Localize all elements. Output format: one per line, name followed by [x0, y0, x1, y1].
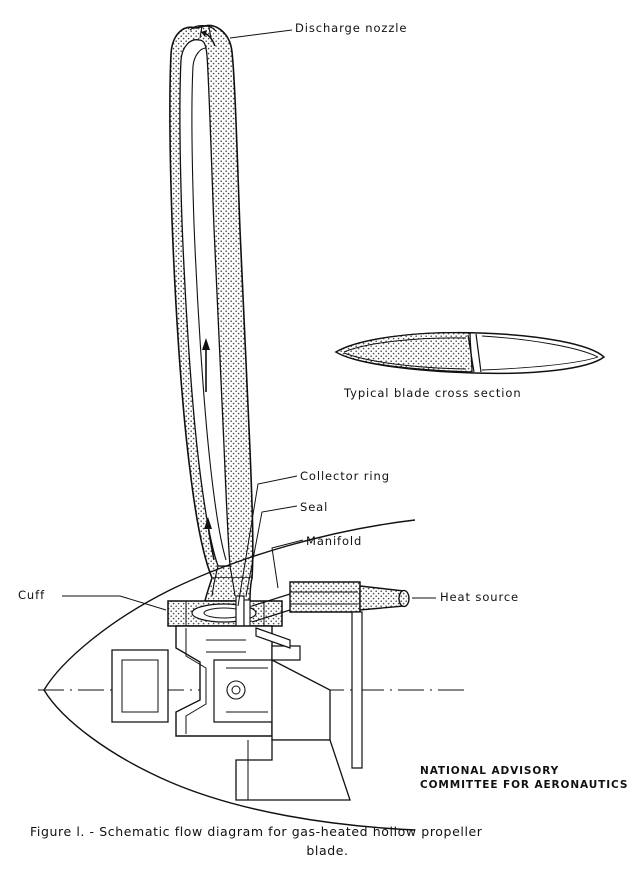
- label-typical-blade-cross-section: Typical blade cross section: [344, 386, 522, 400]
- label-collector-ring: Collector ring: [300, 469, 390, 483]
- label-seal: Seal: [300, 500, 329, 514]
- propeller-blade-section: [170, 25, 253, 601]
- label-heat-source: Heat source: [440, 590, 520, 604]
- figure-caption: [30, 822, 605, 860]
- typical-blade-cross-section: [336, 333, 604, 374]
- figure-caption-line1: Figure l. - Schematic flow diagram for gas-heated hollow propeller: [30, 824, 483, 839]
- label-manifold: Manifold: [306, 534, 363, 548]
- hub-assembly: [112, 582, 409, 800]
- label-discharge-nozzle: Discharge nozzle: [295, 21, 408, 35]
- naca-credit-line2: COMMITTEE FOR AERONAUTICS: [420, 779, 629, 791]
- figure-caption-line2: blade.: [306, 843, 349, 858]
- label-cuff: Cuff: [18, 588, 46, 602]
- naca-credit-line1: NATIONAL ADVISORY: [420, 765, 560, 777]
- naca-credit: [420, 764, 628, 792]
